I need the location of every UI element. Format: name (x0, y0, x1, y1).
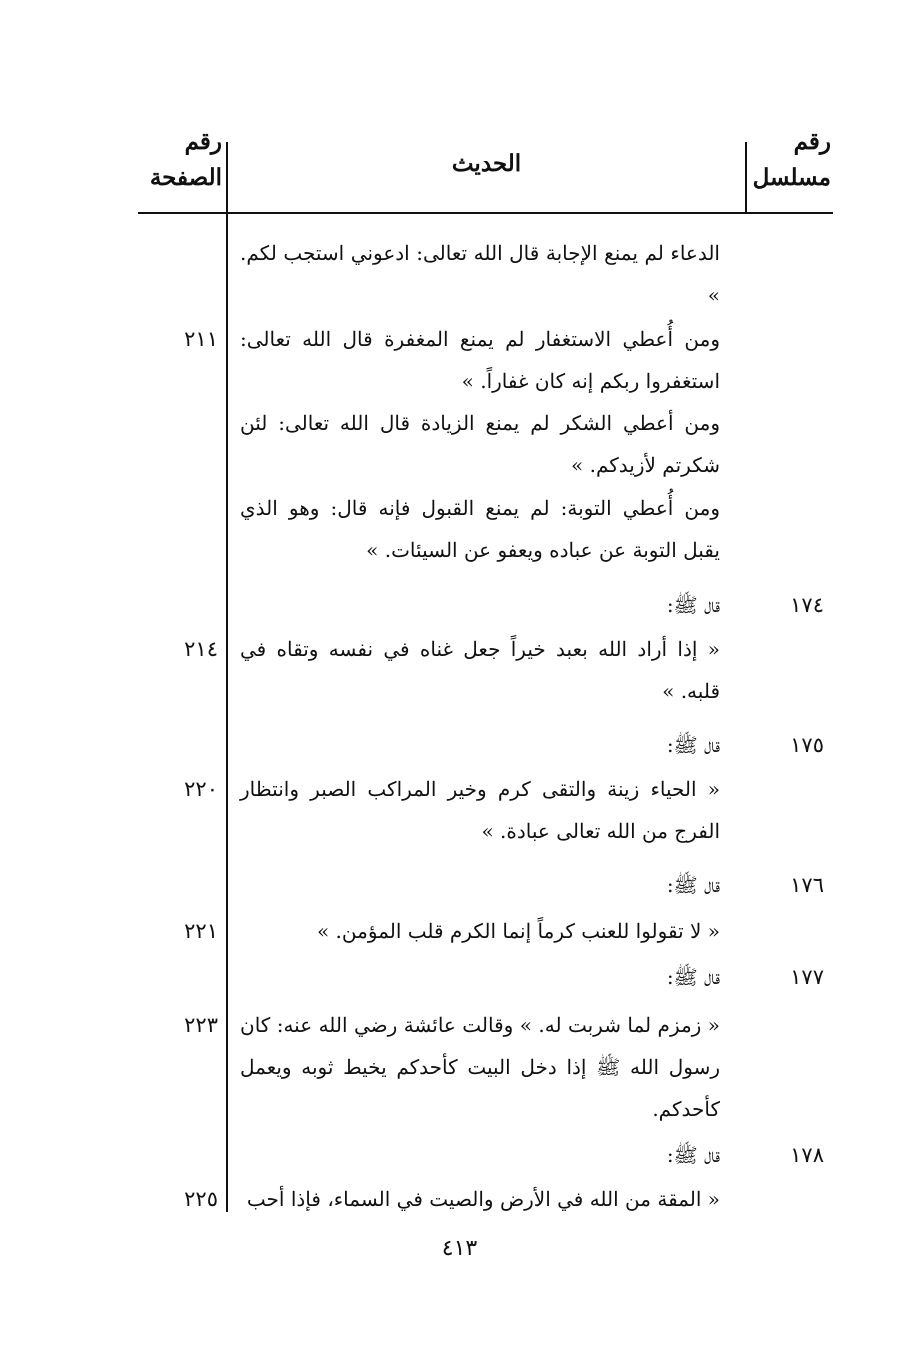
page-number: ٢١١ (184, 327, 218, 351)
hadith-text-block: ومن أُعطي الاستغفار لم يمنع المغفرة قال الله تعالى: استغفروا ربكم إنه كان غفاراً. » (240, 327, 720, 393)
hadith-text-block: الدعاء لم يمنع الإجابة قال الله تعالى: ادعوني استجب لكم. » (240, 241, 720, 307)
hadith-intro: قال ﷺ: (666, 965, 720, 989)
page-column-header (140, 124, 222, 196)
hadith-text-block: « المقة من الله في الأرض والصيت في السماء، فإذا أحب (246, 1187, 720, 1211)
serial-number: ١٧٥ (790, 733, 824, 757)
page-number: ٢٢٣ (184, 1013, 218, 1037)
hadith-text-block: « لا تقولوا للعنب كرماً إنما الكرم قلب المؤمن. » (316, 919, 720, 943)
page-number: ٢٢١ (184, 919, 218, 943)
hadith-text-block: ومن أعطي الشكر لم يمنع الزيادة قال الله تعالى: لئن شكرتم لأزيدكم. » (240, 411, 720, 477)
serial-column-divider (745, 142, 747, 214)
hadith-column-header: الحديث (451, 150, 522, 177)
page-header-line2: الصفحة (149, 164, 222, 191)
hadith-intro: قال ﷺ: (666, 1143, 720, 1167)
hadith-text-block: « زمزم لما شربت له. » وقالت عائشة رضي الله عنه: كان رسول الله ﷺ إذا دخل البيت كأحدكم يخيط ثوبه ويعمل كأحدكم. (240, 1013, 720, 1121)
page-number: ٢١٤ (184, 637, 218, 661)
header-divider (138, 212, 833, 214)
hadith-text-block: « إذا أراد الله بعبد خيراً جعل غناه في نفسه وتقاه في قلبه. » (240, 637, 720, 703)
serial-header-line1: رقم (793, 128, 831, 155)
hadith-intro: قال ﷺ: (666, 593, 720, 617)
page-number: ٢٢٠ (184, 777, 218, 801)
serial-number: ١٧٨ (790, 1143, 824, 1167)
serial-number: ١٧٧ (790, 965, 824, 989)
serial-header-line2: مسلسل (752, 164, 831, 191)
page-header-line1: رقم (184, 128, 222, 155)
serial-number: ١٧٤ (790, 593, 824, 617)
page-footer-number: ٤١٣ (441, 1236, 478, 1261)
hadith-text-block: « الحياء زينة والتقى كرم وخير المراكب الصبر وانتظار الفرج من الله تعالى عبادة. » (240, 777, 720, 843)
serial-column-header (752, 124, 831, 196)
hadith-intro: قال ﷺ: (666, 733, 720, 757)
hadith-intro: قال ﷺ: (666, 873, 720, 897)
serial-number: ١٧٦ (790, 873, 824, 897)
hadith-text-block: ومن أُعطي التوبة: لم يمنع القبول فإنه قال: وهو الذي يقبل التوبة عن عباده ويعفو عن السيئات. » (240, 496, 720, 562)
page-number: ٢٢٥ (184, 1187, 218, 1211)
page-column-divider (226, 142, 228, 1212)
